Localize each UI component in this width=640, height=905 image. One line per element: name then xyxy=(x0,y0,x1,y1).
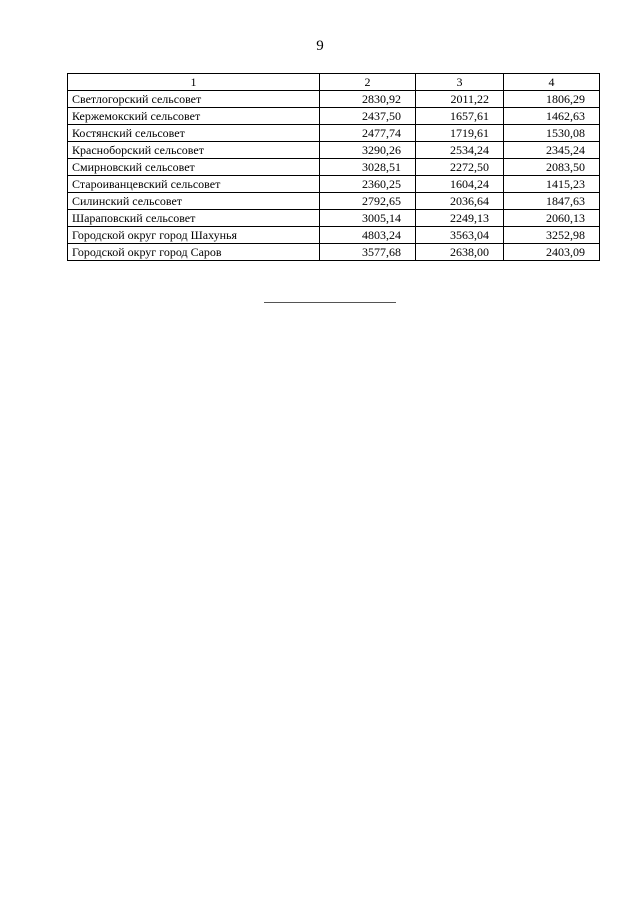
municipality-name: Городской округ город Шахунья xyxy=(68,227,320,244)
cell-col-3: 2534,24 xyxy=(416,142,504,159)
cell-col-3: 2272,50 xyxy=(416,159,504,176)
table-row xyxy=(68,210,600,227)
column-header: 2 xyxy=(320,74,416,91)
municipality-name: Шараповский сельсовет xyxy=(68,210,320,227)
cell-col-3: 2249,13 xyxy=(416,210,504,227)
cell-col-2: 3005,14 xyxy=(320,210,416,227)
cell-col-4: 1847,63 xyxy=(504,193,600,210)
cell-col-3: 1719,61 xyxy=(416,125,504,142)
cell-col-2: 2830,92 xyxy=(320,91,416,108)
cell-col-3: 1657,61 xyxy=(416,108,504,125)
cell-col-4: 2060,13 xyxy=(504,210,600,227)
column-header: 3 xyxy=(416,74,504,91)
municipality-name: Староиванцевский сельсовет xyxy=(68,176,320,193)
column-header: 4 xyxy=(504,74,600,91)
cell-col-3: 2011,22 xyxy=(416,91,504,108)
table-row xyxy=(68,125,600,142)
cell-col-2: 2792,65 xyxy=(320,193,416,210)
table-row xyxy=(68,227,600,244)
cell-col-4: 2345,24 xyxy=(504,142,600,159)
cell-col-4: 3252,98 xyxy=(504,227,600,244)
table-row xyxy=(68,244,600,261)
cell-col-3: 2036,64 xyxy=(416,193,504,210)
cell-col-3: 1604,24 xyxy=(416,176,504,193)
cell-col-3: 2638,00 xyxy=(416,244,504,261)
municipality-name: Красноборский сельсовет xyxy=(68,142,320,159)
column-header: 1 xyxy=(68,74,320,91)
municipality-name: Светлогорский сельсовет xyxy=(68,91,320,108)
cell-col-3: 3563,04 xyxy=(416,227,504,244)
cell-col-4: 2083,50 xyxy=(504,159,600,176)
cell-col-2: 3028,51 xyxy=(320,159,416,176)
cell-col-4: 2403,09 xyxy=(504,244,600,261)
cell-col-4: 1462,63 xyxy=(504,108,600,125)
municipality-name: Смирновский сельсовет xyxy=(68,159,320,176)
cell-col-2: 2477,74 xyxy=(320,125,416,142)
cell-col-2: 2437,50 xyxy=(320,108,416,125)
cell-col-2: 4803,24 xyxy=(320,227,416,244)
page-number: 9 xyxy=(316,38,324,54)
municipality-name: Костянский сельсовет xyxy=(68,125,320,142)
cell-col-4: 1806,29 xyxy=(504,91,600,108)
end-of-document-line xyxy=(264,302,396,303)
table-row xyxy=(68,176,600,193)
cell-col-4: 1530,08 xyxy=(504,125,600,142)
cell-col-2: 2360,25 xyxy=(320,176,416,193)
municipality-name: Кержемокский сельсовет xyxy=(68,108,320,125)
table-row xyxy=(68,108,600,125)
table-header-row xyxy=(68,74,600,91)
table-row xyxy=(68,193,600,210)
data-table xyxy=(67,73,600,261)
table-row xyxy=(68,142,600,159)
cell-col-2: 3577,68 xyxy=(320,244,416,261)
cell-col-2: 3290,26 xyxy=(320,142,416,159)
municipality-name: Силинский сельсовет xyxy=(68,193,320,210)
table-row xyxy=(68,159,600,176)
table-row xyxy=(68,91,600,108)
cell-col-4: 1415,23 xyxy=(504,176,600,193)
municipality-name: Городской округ город Саров xyxy=(68,244,320,261)
